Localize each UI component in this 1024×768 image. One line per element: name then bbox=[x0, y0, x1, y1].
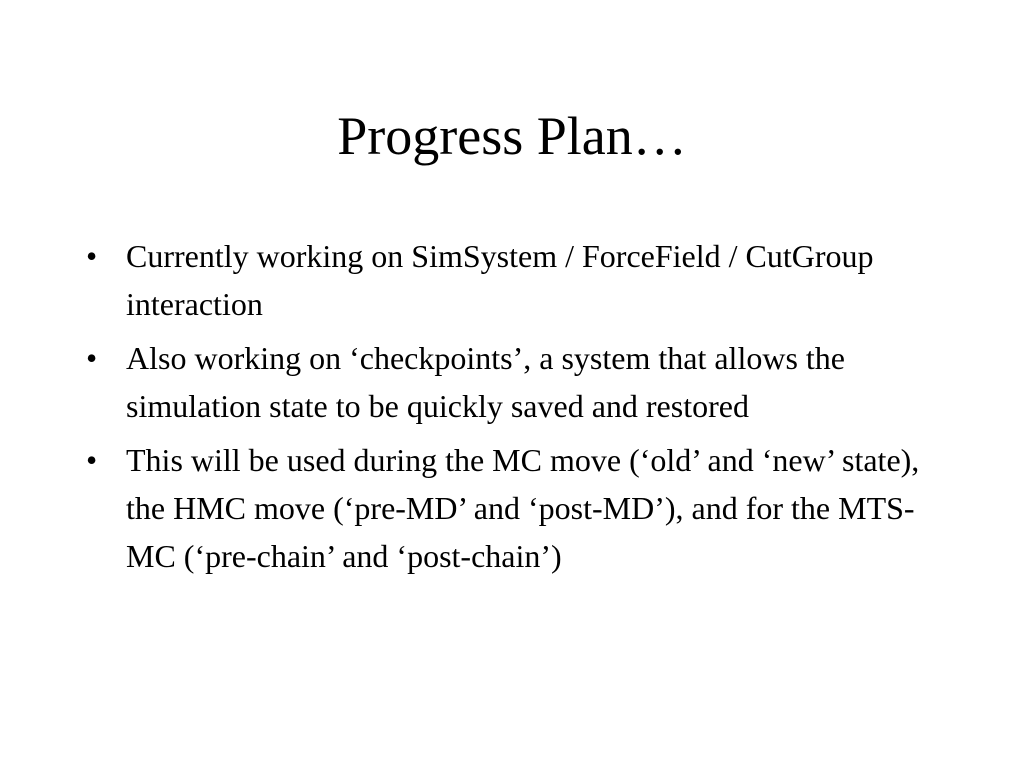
bullet-item-3 bbox=[86, 436, 956, 580]
bullet-item-2 bbox=[86, 334, 956, 430]
bullet-text: This will be used during the MC move (‘old’ and ‘new’ state), the HMC move (‘pre-MD’ and ‘post-MD’), and for the MTS-MC (‘pre-chain’ and ‘post-chain’) bbox=[126, 442, 920, 574]
slide-title: Progress Plan… bbox=[337, 106, 687, 166]
bullet-text: Currently working on SimSystem / ForceField / CutGroup interaction bbox=[126, 238, 874, 322]
bullet-item-1 bbox=[86, 232, 956, 328]
bullet-list bbox=[86, 232, 956, 586]
bullet-text: Also working on ‘checkpoints’, a system that allows the simulation state to be quickly saved and restored bbox=[126, 340, 845, 424]
bullet-icon: • bbox=[86, 238, 98, 274]
bullet-icon: • bbox=[86, 442, 98, 478]
bullet-icon: • bbox=[86, 340, 98, 376]
